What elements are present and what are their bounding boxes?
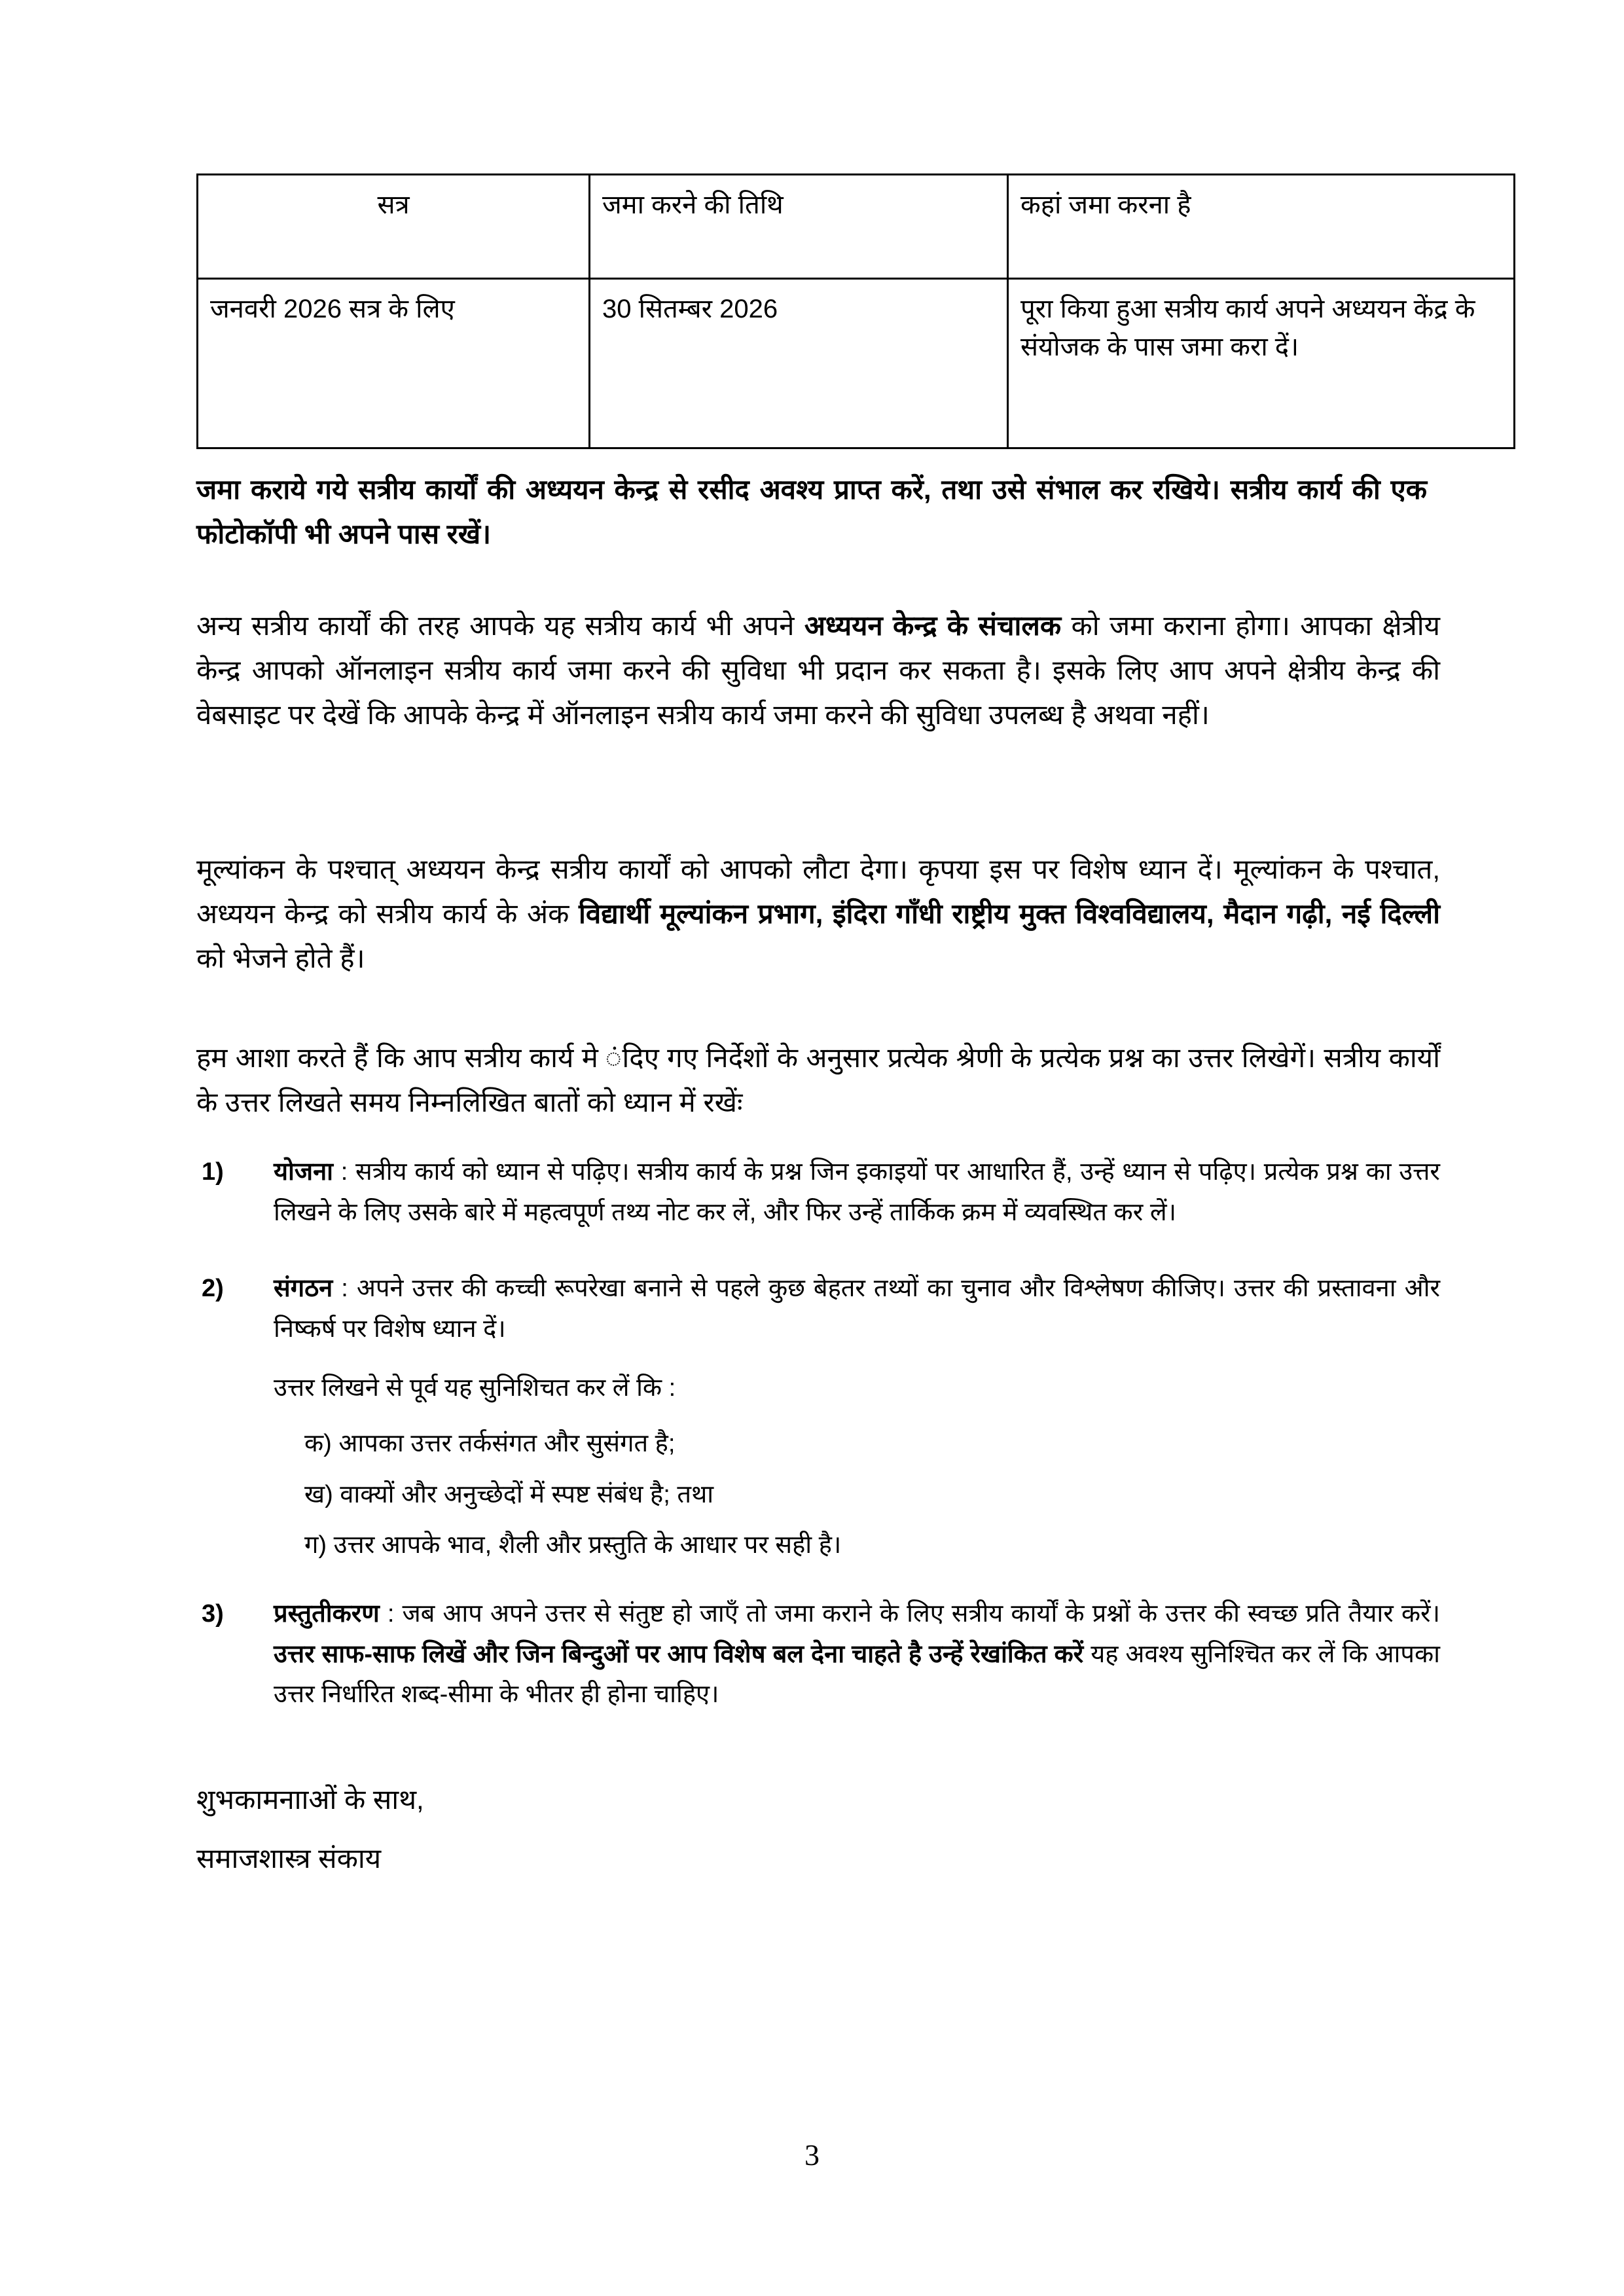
instruction-marker-3: 3): [202, 1600, 224, 1628]
submission-text-part-1: अन्य सत्रीय कार्याें की तरह आपके यह सत्रीय कार्य भी अपने: [196, 610, 804, 641]
instruction-separator-3: :: [379, 1600, 403, 1628]
instruction-body-2: [274, 1269, 1440, 1349]
instruction-text-1: सत्रीय कार्य को ध्यान से पढ़िए। सत्रीय कार्य के प्रश्न जिन इकाइयों पर आधारित हैं, उन्हें ध्यान से पढ़िए। प्रत्येक प्रश्न का उत्तर लिखने के लिए उसके बारे में महत्वपूर्ण तथ्य नोट कर लें, और फिर उन्हें तार्किक क्रम में व्यवस्थित कर लें।: [274, 1158, 1440, 1226]
table-cell-where-to-submit: पूरा किया हुआ सत्रीय कार्य अपने अध्ययन केंद्र के संयोजक के पास जमा करा दें।: [1008, 279, 1515, 448]
evaluation-paragraph: [196, 847, 1440, 981]
instruction-lead-planning: योजना: [274, 1158, 334, 1186]
instruction-lead-organisation: संगठन: [274, 1275, 333, 1302]
evaluation-text-part-1: मूल्यांकन के पश्चात् अध्ययन केन्द्र सत्रीय कार्याें को आपको लौटा देगा। कृपया इस पर विशेष ध्यान दें। मूल्यांकन के पश्चात, अध्ययन केन्द्र को सत्रीय कार्य के अंक: [196, 854, 1440, 930]
table-body: [198, 279, 1515, 448]
page-number: 3: [804, 2138, 820, 2172]
instruction-emphasis-write-clearly: उत्तर साफ-साफ लिखें और जिन बिन्दुओं पर आप विशेष बल देना चाहते है उन्हें रेखांकित करें: [274, 1640, 1084, 1668]
table-cell-due-date: 30 सितम्बर 2026: [590, 279, 1008, 448]
instruction-marker-2: 2): [202, 1275, 224, 1302]
table-header-where-to-submit: कहां जमा करना है: [1008, 175, 1515, 279]
evaluation-emphasis-address: विद्यार्थी मूल्यांकन प्रभाग, इंदिरा गाँधी राष्ट्रीय मुक्त विश्वविद्यालय, मैदान गढ़ी, नई दिल्ली: [579, 898, 1441, 930]
instruction-item-1: [196, 1152, 1440, 1233]
closing-block: [196, 1777, 982, 1895]
guidance-intro-paragraph: हम आशा करते हैं कि आप सत्रीय कार्य मे ंदिए गए निर्देशों के अनुसार प्रत्येक श्रेणी के प्रत्येक प्रश्न का उत्तर लिखेगें। सत्रीय कार्याें के उत्तर लिखते समय निम्नलिखित बातों को ध्यान में रखेंः: [196, 1042, 1440, 1118]
sub-list-intro: उत्तर लिखने से पूर्व यह सुनिशिचत कर लें कि :: [274, 1374, 676, 1402]
table-header-due-date: जमा करने की तिथि: [590, 175, 1008, 279]
submission-paragraph: [196, 604, 1440, 737]
instruction-text-3-before-emphasis: जब आप अपने उत्तर से संतुष्ट हो जाएँ तो जमा कराने के लिए सत्रीय कार्याें के प्रश्नों के उत्तर की स्वच्छ प्रति तैयार करें।: [402, 1600, 1440, 1628]
table-cell-session: जनवरी 2026 सत्र के लिए: [198, 279, 590, 448]
receipt-note-paragraph: जमा कराये गये सत्रीय कार्याें की अध्ययन केन्द्र से रसीद अवश्य प्राप्त करें, तथा उसे संभाल कर रखिये। सत्रीय कार्य की एक फोटोकॉपी भी अपने पास रखें।: [196, 474, 1427, 550]
submission-text-part-2: को जमा कराना होगा। आपका क्षेत्रीय केन्द्र आपको ऑनलाइन सत्रीय कार्य जमा करने की सुविधा भी प्रदान कर सकता है। इसके लिए आप अपने क्षेत्रीय केन्द्र की वेबसाइट पर देखें कि आपके केन्द्र में ऑनलाइन सत्रीय कार्य जमा करने की सुविधा उपलब्ध है अथवा नहीं।: [196, 610, 1440, 731]
submission-schedule-table: [196, 173, 1515, 449]
closing-faculty-name: समाजशास्त्र संकाय: [196, 1843, 382, 1874]
table-row: [198, 279, 1515, 448]
instruction-marker-1: 1): [202, 1158, 224, 1186]
instruction-body-1: [274, 1152, 1440, 1233]
submission-emphasis-coordinator: अध्ययन केन्द्र के संचालक: [804, 610, 1062, 641]
list-item: ख) वाक्यों और अनुच्छेदों में स्पष्ट संबंध है; तथा: [304, 1480, 714, 1508]
instruction-separator-1: :: [333, 1158, 356, 1186]
instruction-text-3-after-emphasis: यह अवश्य सुनिश्चित कर लें कि आपका उत्तर निर्धारित शब्द-सीमा के भीतर ही होना चाहिए।: [274, 1640, 1440, 1709]
closing-salutation: शुभकामनााओं के साथ,: [196, 1784, 424, 1815]
list-item: ग) उत्तर आपके भाव, शैली और प्रस्तुति के आधार पर सही है।: [304, 1531, 842, 1559]
instruction-separator-2: :: [333, 1275, 357, 1302]
sub-list: [304, 1424, 1417, 1576]
instruction-body-3: [274, 1594, 1440, 1715]
table-header-session: सत्र: [198, 175, 590, 279]
table-header-row: [198, 175, 1515, 279]
evaluation-text-part-2: को भेजने होते हैं।: [196, 943, 365, 974]
table-header-row-group: [198, 175, 1515, 279]
instruction-text-2: अपने उत्तर की कच्ची रूपरेखा बनाने से पहले कुछ बेहतर तथ्यों का चुनाव और विश्लेषण कीजिए। उत्तर की प्रस्तावना और निष्कर्ष पर विशेष ध्यान दें।: [274, 1275, 1441, 1343]
instruction-lead-presentation: प्रस्तुतीकरण: [274, 1600, 380, 1628]
instruction-item-2: [196, 1269, 1440, 1349]
instruction-item-3: [196, 1594, 1440, 1715]
list-item: क) आपका उत्तर तर्कसंगत और सुसंगत है;: [304, 1430, 676, 1457]
